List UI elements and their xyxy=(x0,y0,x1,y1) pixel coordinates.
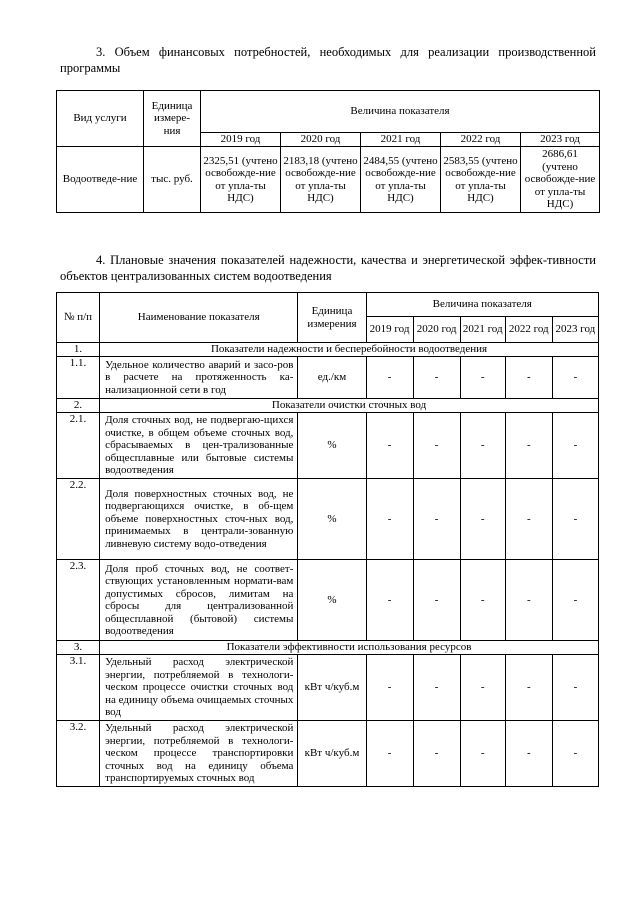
value-cell: - xyxy=(552,721,598,787)
year-header: 2019 год xyxy=(201,133,281,147)
header-unit: Единица измерения xyxy=(298,293,366,343)
year-header: 2022 год xyxy=(505,317,552,343)
row-name: Доля поверхностных сточных вод, не подвергающихся очистке, в об-щем объеме поверхностных сточ-ных вод, принимаемых в централи-зованную ливневую систему водо-отведения xyxy=(100,479,298,560)
row-name: Удельный расход электрической энергии, потребляемой в технологи-ческом процессе транспортировки сточных вод на единицу объема транспортируемых сточных вод xyxy=(100,721,298,787)
year-header: 2019 год xyxy=(366,317,413,343)
value-cell: 2325,51 (учтено освобожде-ние от упла-ты НДС) xyxy=(201,147,281,213)
value-cell: - xyxy=(413,357,460,399)
row-name: Удельный расход электрической энергии, потребляемой в технологи-ческом процессе очистки сточных вод на единицу объема очищаемых сточных вод xyxy=(100,655,298,721)
value-cell: - xyxy=(505,413,552,479)
value-cell: - xyxy=(460,357,505,399)
row-name: Доля проб сточных вод, не соответ-ствующих установленным нормати-вам допустимых сбросов, лимитам на сбросы для централизованной общесплавной (бытовой) системы водоотведения xyxy=(100,560,298,641)
row-unit: % xyxy=(298,560,366,641)
value-cell: - xyxy=(366,721,413,787)
row-num: 2.1. xyxy=(57,413,100,479)
value-cell: - xyxy=(366,655,413,721)
header-value: Величина показателя xyxy=(201,91,600,133)
row-unit: тыс. руб. xyxy=(144,147,201,213)
value-cell: - xyxy=(413,655,460,721)
value-cell: - xyxy=(366,479,413,560)
value-cell: - xyxy=(366,357,413,399)
value-cell: - xyxy=(413,560,460,641)
year-header: 2020 год xyxy=(413,317,460,343)
header-value: Величина показателя xyxy=(366,293,598,317)
table-row xyxy=(57,655,599,721)
value-cell: - xyxy=(460,560,505,641)
year-header: 2021 год xyxy=(361,133,441,147)
group-num: 2. xyxy=(57,399,100,413)
value-cell: - xyxy=(552,413,598,479)
table-row xyxy=(57,721,599,787)
value-cell: - xyxy=(460,413,505,479)
header-num: № п/п xyxy=(57,293,100,343)
table-row xyxy=(57,560,599,641)
indicators-table xyxy=(56,292,599,787)
row-num: 3.1. xyxy=(57,655,100,721)
year-header: 2023 год xyxy=(521,133,600,147)
value-cell: 2583,55 (учтено освобожде-ние от упла-ты НДС) xyxy=(441,147,521,213)
group-title: Показатели очистки сточных вод xyxy=(100,399,599,413)
row-service: Водоотведе-ние xyxy=(57,147,144,213)
row-num: 2.2. xyxy=(57,479,100,560)
value-cell: 2183,18 (учтено освобожде-ние от упла-ты НДС) xyxy=(281,147,361,213)
row-unit: ед./км xyxy=(298,357,366,399)
value-cell: - xyxy=(413,721,460,787)
row-name: Доля сточных вод, не подвергаю-щихся очистке, в общем объеме сточных вод, сбрасываемых в цен-трализованные общесплавные или бытовые системы водоотведения xyxy=(100,413,298,479)
value-cell: - xyxy=(505,560,552,641)
row-unit: кВт ч/куб.м xyxy=(298,655,366,721)
value-cell: - xyxy=(552,560,598,641)
header-service: Вид услуги xyxy=(57,91,144,147)
value-cell: - xyxy=(460,655,505,721)
year-header: 2021 год xyxy=(460,317,505,343)
value-cell: - xyxy=(552,655,598,721)
row-unit: кВт ч/куб.м xyxy=(298,721,366,787)
year-header: 2023 год xyxy=(552,317,598,343)
value-cell: - xyxy=(366,560,413,641)
row-unit: % xyxy=(298,479,366,560)
value-cell: 2484,55 (учтено освобожде-ние от упла-ты НДС) xyxy=(361,147,441,213)
header-unit: Единица измере-ния xyxy=(144,91,201,147)
value-cell: 2686,61 (учтено освобожде-ние от упла-ты НДС) xyxy=(521,147,600,213)
group-title: Показатели надежности и бесперебойности водоотведения xyxy=(100,343,599,357)
value-cell: - xyxy=(505,655,552,721)
row-unit: % xyxy=(298,413,366,479)
row-name: Удельное количество аварий и засо-ров в расчете на протяженность ка-нализационной сети в год xyxy=(100,357,298,399)
table-row xyxy=(57,479,599,560)
section4-heading: 4. Плановые значения показателей надежности, качества и энергетической эффек-тивности объектов централизованных систем водоотведения xyxy=(60,253,596,283)
value-cell: - xyxy=(460,479,505,560)
value-cell: - xyxy=(413,479,460,560)
row-num: 2.3. xyxy=(57,560,100,641)
value-cell: - xyxy=(505,357,552,399)
table-row xyxy=(57,413,599,479)
section3-heading: 3. Объем финансовых потребностей, необходимых для реализации производственной программы xyxy=(60,45,596,75)
value-cell: - xyxy=(505,479,552,560)
value-cell: - xyxy=(505,721,552,787)
row-num: 3.2. xyxy=(57,721,100,787)
row-num: 1.1. xyxy=(57,357,100,399)
value-cell: - xyxy=(366,413,413,479)
group-title: Показатели эффективности использования ресурсов xyxy=(100,641,599,655)
group-num: 3. xyxy=(57,641,100,655)
group-num: 1. xyxy=(57,343,100,357)
table-row xyxy=(57,357,599,399)
year-header: 2020 год xyxy=(281,133,361,147)
year-header: 2022 год xyxy=(441,133,521,147)
value-cell: - xyxy=(552,357,598,399)
financial-needs-table xyxy=(56,90,600,213)
value-cell: - xyxy=(460,721,505,787)
value-cell: - xyxy=(552,479,598,560)
value-cell: - xyxy=(413,413,460,479)
header-name: Наименование показателя xyxy=(100,293,298,343)
